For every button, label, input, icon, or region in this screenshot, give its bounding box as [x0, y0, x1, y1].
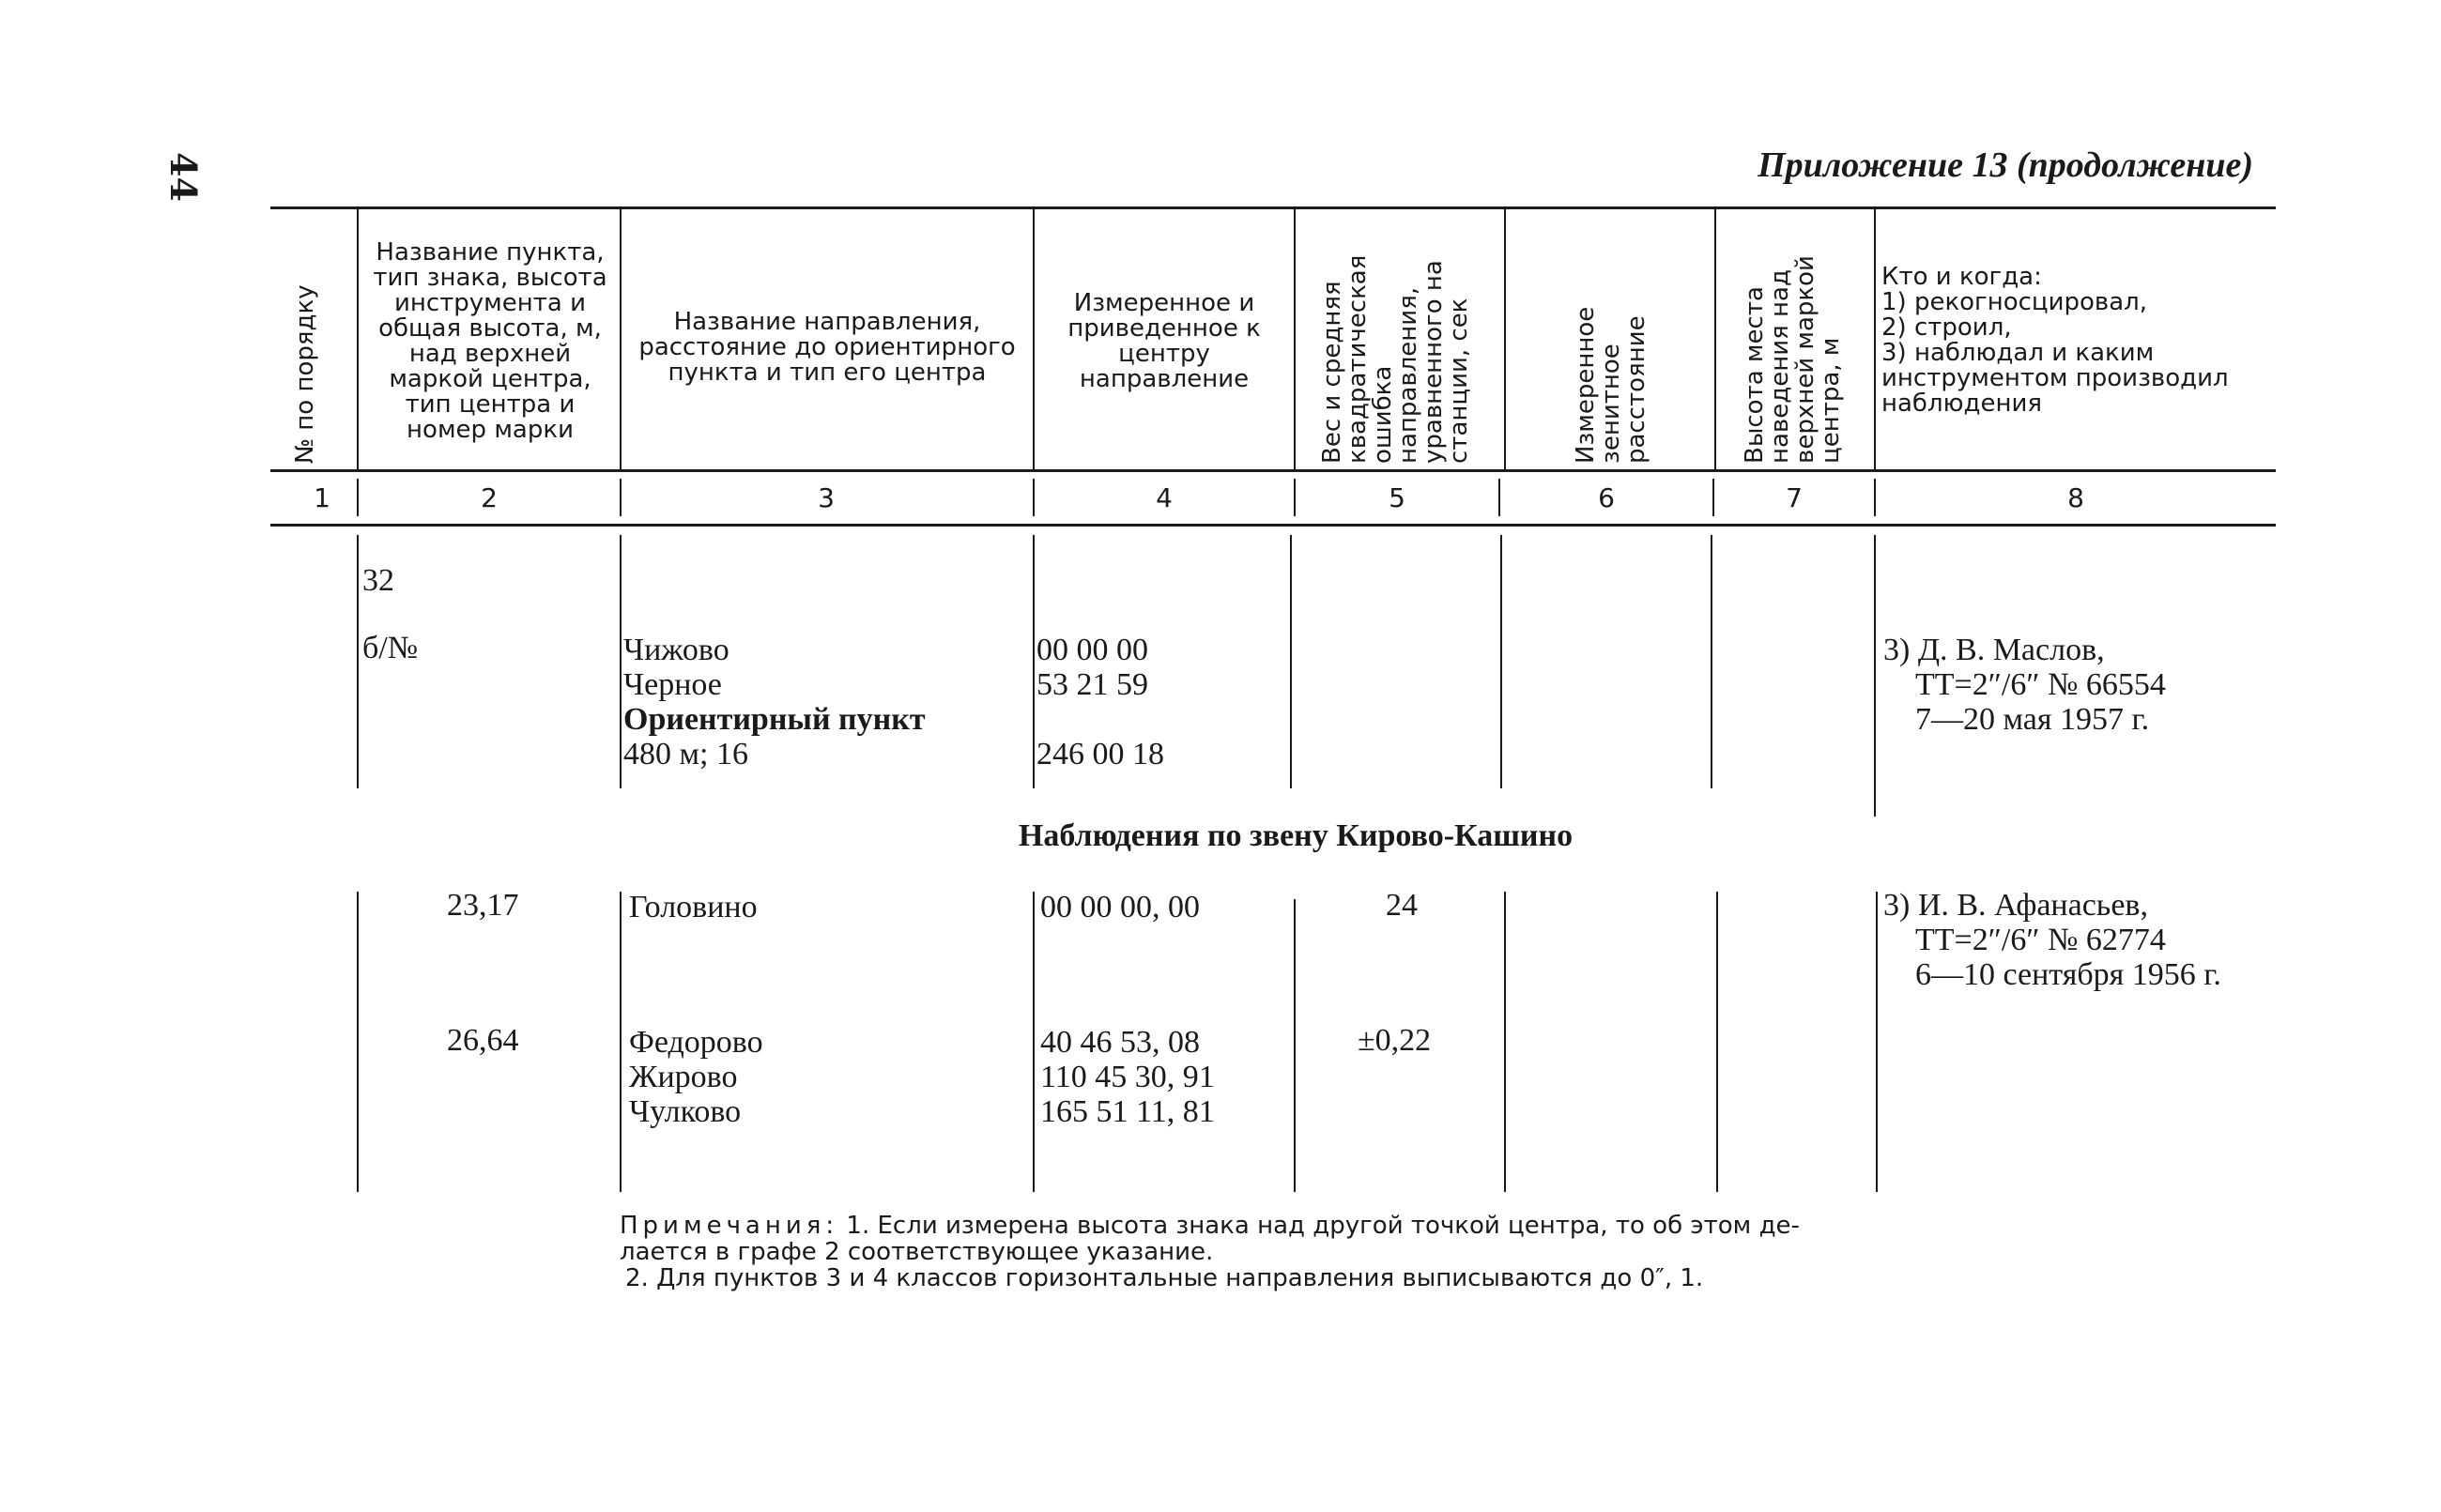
block1-number: 32 — [362, 563, 394, 598]
page-number: 44 — [162, 152, 205, 202]
column-number-2: 2 — [481, 482, 498, 513]
header-col-separator — [1874, 208, 1876, 469]
header-col2: Название пункта, тип знака, высота инструмента и общая высота, м, над верхней маркой центра, тип центра и номер марки — [373, 238, 607, 444]
block2-instrument: ТТ=2″/6″ № 62774 — [1915, 923, 2166, 957]
body2-col-separator — [1716, 892, 1718, 1192]
notes-line-2: лается в графе 2 соответствующее указание. — [620, 1238, 1214, 1266]
column-number-1: 1 — [314, 482, 330, 513]
header-col3: Название направления, расстояние до ориентирного пункта и тип его центра — [638, 308, 1016, 387]
block2-direction-fedorovo: Федорово — [629, 1025, 763, 1060]
notes-line-1 — [620, 1213, 1990, 1239]
notes — [620, 1213, 1990, 1291]
block2-angle-2: 110 45 30, 91 — [1040, 1060, 1215, 1094]
body2-col-separator — [1504, 892, 1506, 1192]
header-col4: Измеренное и приведенное к центру направление — [1067, 289, 1261, 393]
body2-col-separator — [1294, 899, 1296, 1192]
block1-angle-2: 53 21 59 — [1036, 667, 1148, 702]
block1-center-type: б/№ — [362, 631, 419, 665]
appendix-title: Приложение 13 (продолжение) — [1758, 145, 2253, 185]
block1-direction-chernoe: Черное — [623, 667, 722, 702]
block1-orient-point: Ориентирный пункт — [623, 702, 926, 737]
block2-angle-3: 165 51 11, 81 — [1040, 1094, 1215, 1129]
block1-orient-angle: 246 00 18 — [1036, 737, 1164, 771]
body1-col-separator — [1290, 535, 1292, 788]
header-col7: Высота места наведения над верхней маркой центра, м — [1741, 255, 1845, 464]
block2-dates: 6—10 сентября 1956 г. — [1915, 957, 2221, 992]
column-number-5: 5 — [1389, 482, 1405, 513]
header-col-separator — [1294, 208, 1296, 469]
header-col-separator — [357, 208, 359, 469]
block1-direction-chizhovo: Чижово — [623, 633, 729, 667]
section-title: Наблюдения по звену Кирово-Кашино — [1018, 818, 1574, 853]
block2-error: ±0,22 — [1358, 1023, 1432, 1058]
block2-observer: 3) И. В. Афанасьев, — [1883, 888, 2148, 923]
block1-observer: 3) Д. В. Маслов, — [1883, 633, 2105, 667]
header-col6: Измеренное зенитное расстояние — [1572, 306, 1650, 464]
body2-col-separator — [1876, 892, 1878, 1192]
body1-col-separator — [1033, 535, 1035, 788]
table-top-rule — [270, 206, 2276, 209]
column-number-8: 8 — [2067, 482, 2084, 513]
block2-angle-first: 00 00 00, 00 — [1040, 890, 1200, 924]
header-col-separator — [1504, 208, 1506, 469]
block1-angle-1: 00 00 00 — [1036, 633, 1148, 667]
body1-col-separator — [1711, 535, 1712, 788]
body1-col-separator — [1874, 535, 1876, 817]
column-number-6: 6 — [1598, 482, 1615, 513]
header-col-separator — [620, 208, 622, 469]
header-col1: № по порядку — [291, 284, 319, 464]
block1-dates: 7—20 мая 1957 г. — [1915, 702, 2150, 737]
column-number-4: 4 — [1156, 482, 1173, 513]
body1-col-separator — [1500, 535, 1502, 788]
header-bottom-rule — [270, 469, 2276, 472]
header-col-separator — [1714, 208, 1716, 469]
header-col5: Вес и средняя квадратическая ошибка направления, уравненного на станции, сек — [1318, 254, 1473, 464]
body2-col-separator — [357, 892, 359, 1192]
block2-direction-golovino: Головино — [629, 890, 758, 924]
body2-col-separator — [1033, 892, 1035, 1192]
block2-height-b: 26,64 — [447, 1023, 519, 1058]
block2-direction-zhirovo: Жирово — [629, 1060, 738, 1094]
block2-angle-1: 40 46 53, 08 — [1040, 1025, 1200, 1060]
notes-text-1: 1. Если измерена высота знака над другой точкой центра, то об этом де- — [846, 1212, 1800, 1240]
notes-line-3: 2. Для пунктов 3 и 4 классов горизонтальные направления выписываются до 0″, 1. — [625, 1264, 1704, 1292]
block1-orient-distance: 480 м; 16 — [623, 737, 748, 771]
block1-instrument: ТТ=2″/6″ № 66554 — [1915, 667, 2166, 702]
header-col8: Кто и когда: 1) рекогносцировал, 2) строил, 3) наблюдал и каким инструментом производил наблюдения — [1881, 263, 2229, 418]
column-number-3: 3 — [818, 482, 835, 513]
block2-height-a: 23,17 — [447, 888, 519, 923]
body2-col-separator — [620, 892, 622, 1192]
header-col-separator — [1033, 208, 1035, 469]
column-number-7: 7 — [1786, 482, 1803, 513]
block2-direction-chulkovo: Чулково — [629, 1094, 742, 1129]
body1-col-separator — [620, 535, 622, 788]
column-numbers-bottom-rule — [270, 524, 2276, 527]
notes-label: Примечания: — [620, 1212, 839, 1240]
block2-weight: 24 — [1386, 888, 1418, 923]
body1-col-separator — [357, 535, 359, 788]
